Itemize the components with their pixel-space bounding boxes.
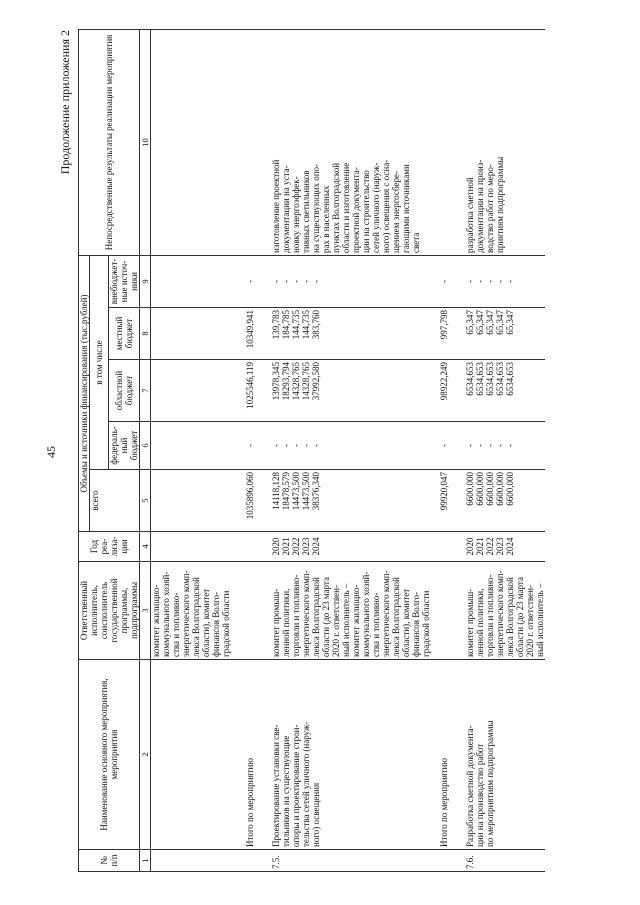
result-cell: изготовление проектной документации на уста- новку энергоэффек- тивных светильников на существующих опо- рах в населенных пунктах Волгоградской области и изготовление проектной документа- ции на строительство сетей уличного (наруж- ного) освещения с осна- щением энергосбере- гающими источниками света	[255, 29, 431, 255]
header-total: всего	[90, 470, 140, 532]
total-label: Итого по мероприятию	[431, 660, 449, 850]
rotated-content	[44, 30, 604, 872]
header-executor: Ответственный исполнитель, соисполнитель государственной программы, подпрограммы	[79, 562, 140, 660]
extra-cell: - - - - -	[449, 255, 545, 307]
regional-cell: 13978,345 18293,794 14328,765 14328,765 37992,580	[255, 360, 431, 422]
col-number: 1	[140, 850, 151, 872]
table-row-item-7-6	[449, 29, 545, 871]
federal-cell: - - - - -	[449, 422, 545, 470]
executor-cell: комитет промыш- ленной политики, торговли и топливно- энергетического комп- лекса Волгоградской области (до 23 марта 2020 г. ответствен- ный исполнитель –	[449, 562, 545, 660]
continuation-label: Продолжение приложения 2	[58, 30, 72, 175]
table-row	[151, 29, 232, 871]
item-number: 7.5.	[255, 850, 431, 872]
result-cell: разработка сметной документации на произ- водство работ по меро- приятиям подпрограммы	[449, 29, 545, 255]
executor-cell: комитет жилищно- коммунального хозяй- ства и топливно- энергетического комп- лекса Волгоградской области), комитет финансов Волго- градской области	[151, 562, 232, 660]
header-year: Год реа- лиза- ции	[79, 532, 140, 562]
header-results: Непосредственные результаты реализации мероприятия	[79, 29, 140, 255]
year-cell: 2020 2021 2022 2023 2024	[255, 532, 431, 562]
total-cell: 6600,000 6600,000 6600,000 6600,000 6600,000	[449, 470, 545, 532]
executor-cell: комитет промыш- ленной политики, торговли и топливно- энергетического комп- лекса Волгоградской области (до 23 марта 2020 г. ответствен- ный исполнитель – комитет жилищно- коммунального хозяй- ства и топливно- энергетического комп- лекса Волгоградской области), комитет финансов Волго- градской области	[255, 562, 431, 660]
col-number: 9	[140, 255, 151, 307]
total-row: Итого по мероприятию 1035896,060 - 1025546,119 10349,941 -	[231, 29, 255, 871]
col-number: 8	[140, 308, 151, 360]
col-number: 3	[140, 562, 151, 660]
item-name: Разработка сметной документа- ции на производство работ по мероприятиям подпрограммы	[449, 660, 545, 850]
header-local: местный бюджет	[109, 308, 140, 360]
regional-cell: 6534,653 6534,653 6534,653 6534,653 6534,653	[449, 360, 545, 422]
col-number: 6	[140, 422, 151, 470]
total-row: Итого по мероприятию 99920,047 - 98922,249 997,798 -	[431, 29, 449, 871]
extra-cell: - - - - -	[255, 255, 431, 307]
total-value: 1035896,060	[231, 470, 255, 532]
header-volumes: Объемы и источники финансирования (тыс.рублей)	[79, 255, 90, 531]
col-number: 2	[140, 660, 151, 850]
col-number: 4	[140, 532, 151, 562]
total-value: 99920,047	[431, 470, 449, 532]
header-regional: областной бюджет	[109, 360, 140, 422]
year-cell: 2020 2021 2022 2023 2024	[449, 532, 545, 562]
table-row-item-7-5	[255, 29, 431, 871]
header-num: № п/п	[79, 850, 140, 872]
item-name: Проектирование установки све- тильников на существующие опоры и проектирование строи- тельства сетей уличного (наруж- ного) освещения	[255, 660, 431, 850]
header-name: Наименование основного мероприятия, мероприятия	[79, 660, 140, 850]
header-federal: федераль- ный бюджет	[109, 422, 140, 470]
local-cell: 65,347 65,347 65,347 65,347 65,347	[449, 308, 545, 360]
header-incl: в том числе	[90, 255, 109, 469]
financing-table	[78, 29, 545, 872]
total-label: Итого по мероприятию	[231, 660, 255, 850]
item-number: 7.6.	[449, 850, 545, 872]
col-number: 5	[140, 470, 151, 532]
federal-cell: - - - - -	[255, 422, 431, 470]
local-cell: 139,783 184,785 144,735 144,735 383,760	[255, 308, 431, 360]
page-number: 45	[44, 446, 58, 458]
header-extrabudget: внебюджет- ные источ- ники	[109, 255, 140, 307]
total-cell: 14118,128 18478,579 14473,500 14473,500 38376,340	[255, 470, 431, 532]
col-number: 10	[140, 29, 151, 255]
col-number: 7	[140, 360, 151, 422]
